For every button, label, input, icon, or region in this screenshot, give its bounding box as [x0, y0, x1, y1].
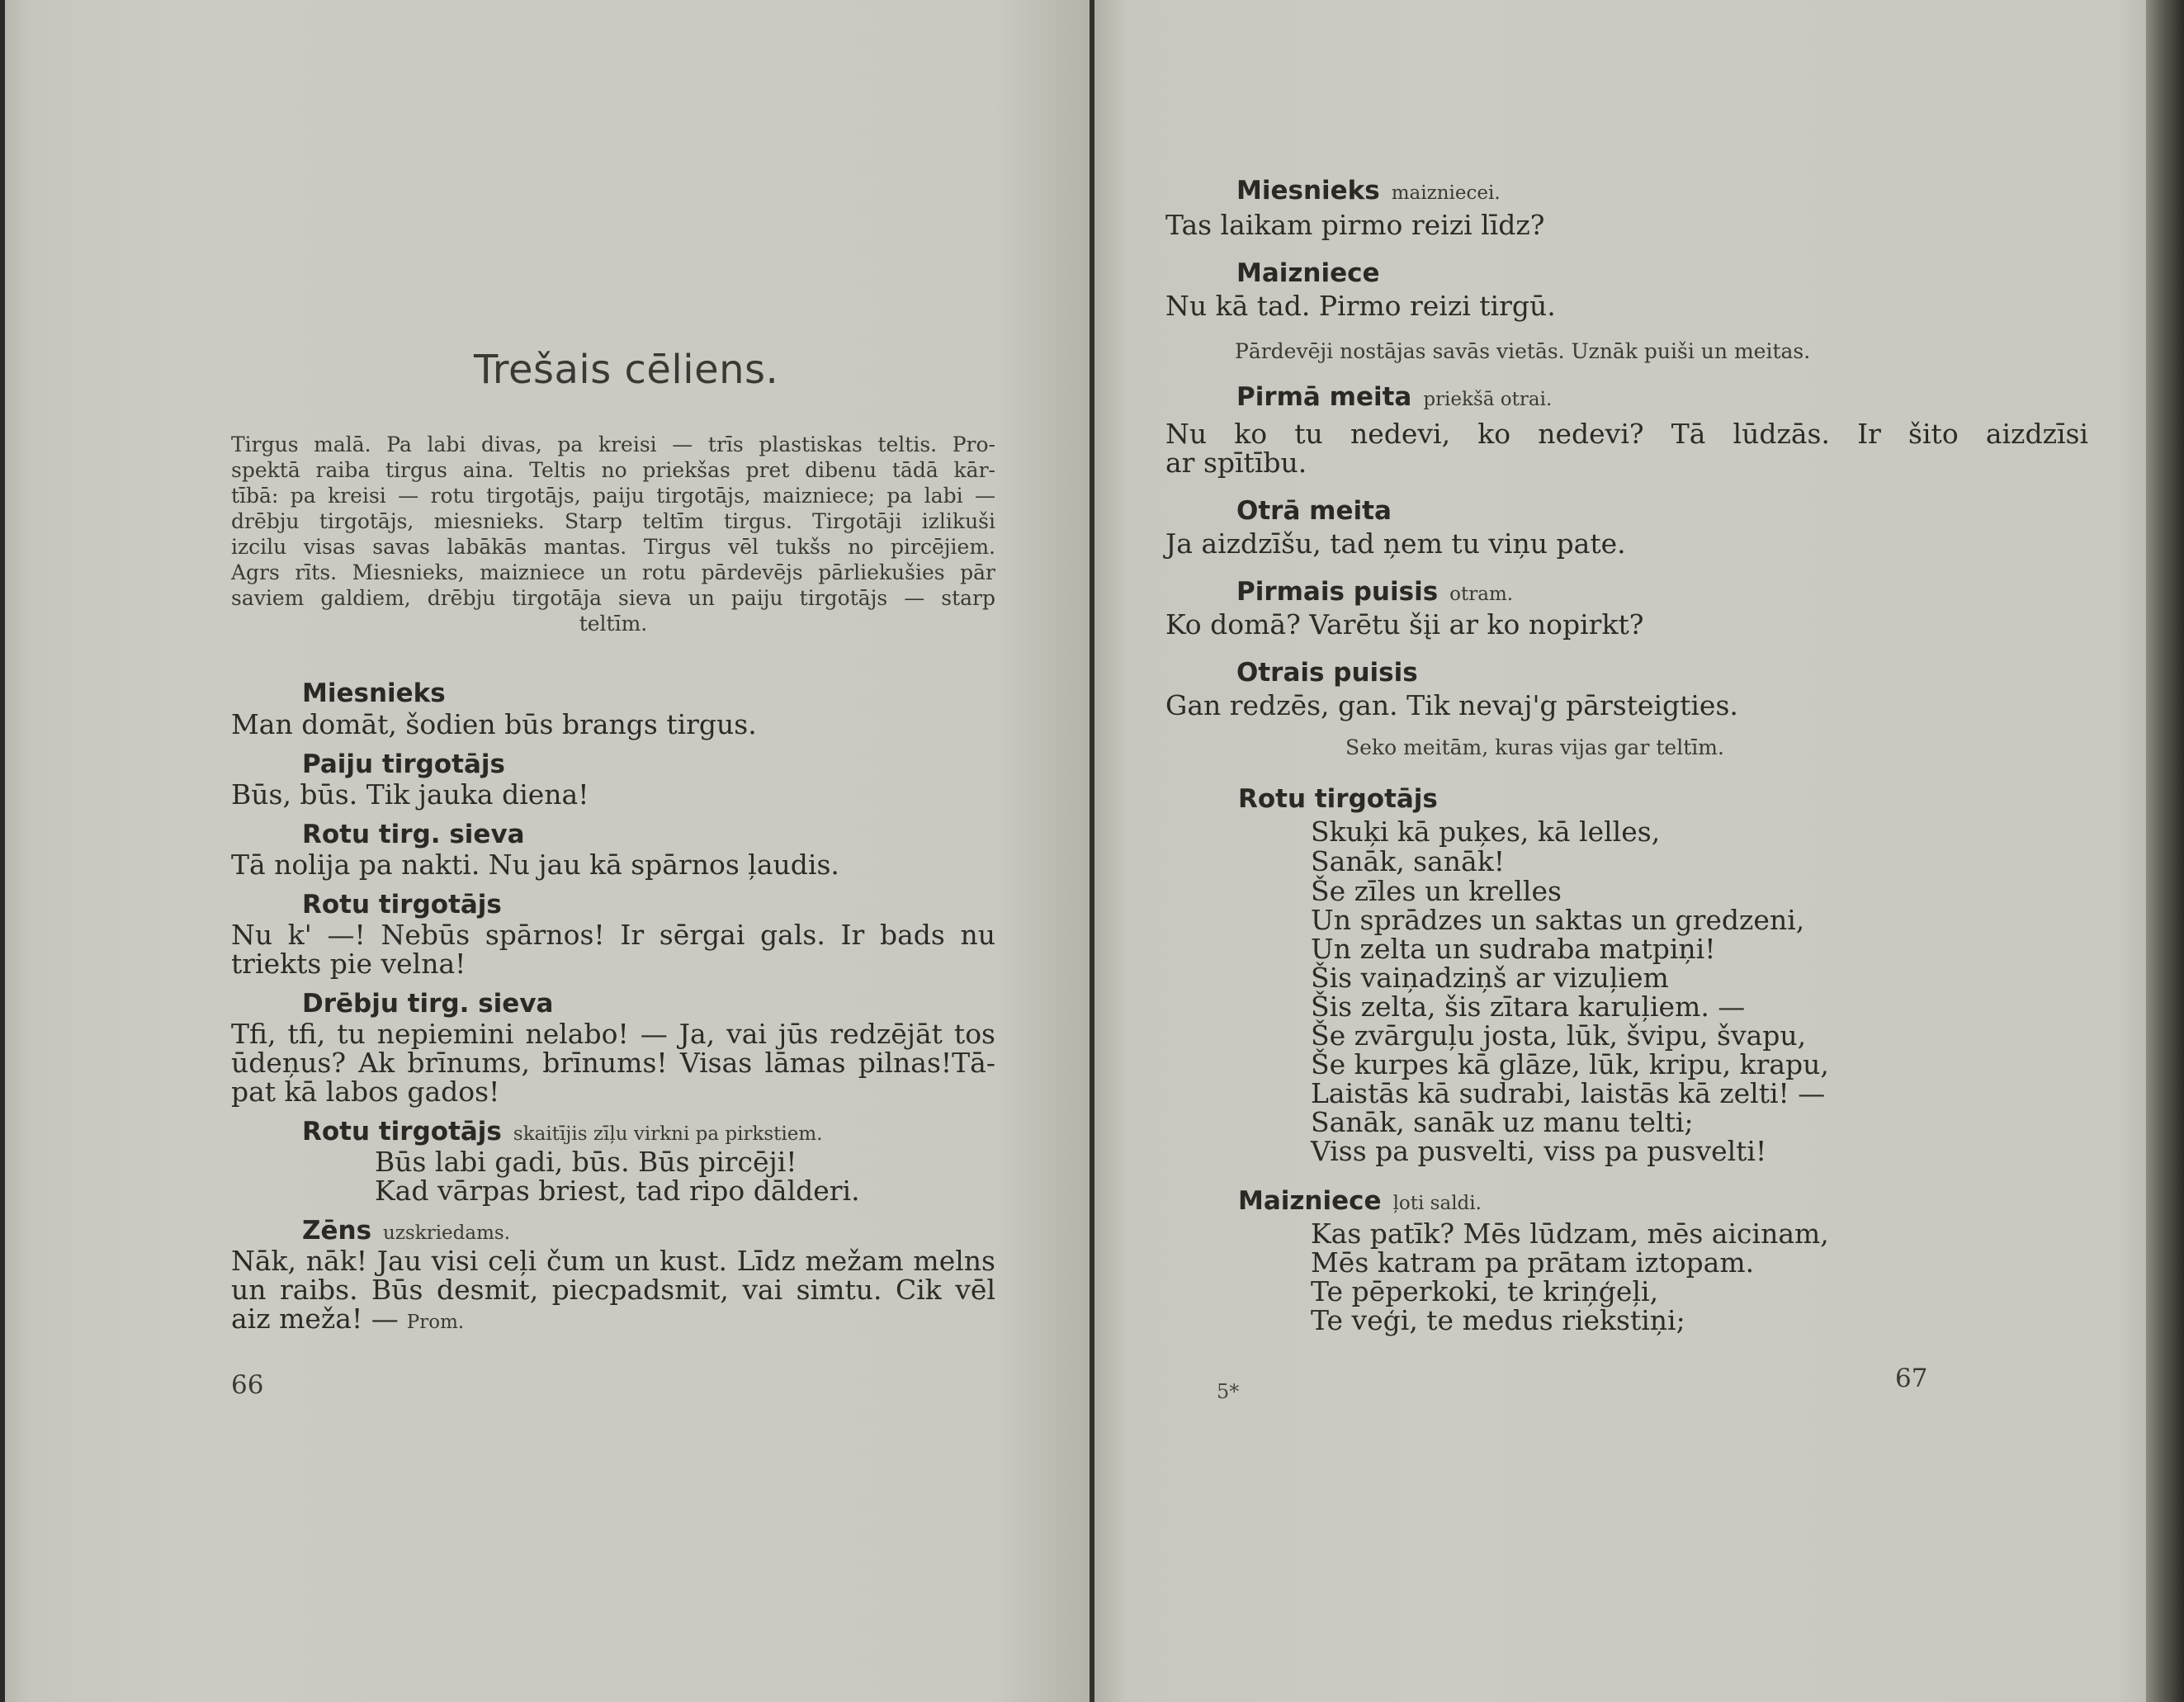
verse-line: Še kurpes kā glāze, lūk, kripu, krapu,: [1311, 1048, 1829, 1080]
page-number: 66: [231, 1370, 264, 1400]
speaker-label: Miesnieks: [1236, 176, 1380, 206]
right-page: [1094, 0, 2169, 1702]
speaker-label: Zēns: [302, 1216, 372, 1246]
verse-line: Še zvārguļu josta, lūk, švipu, švapu,: [1311, 1019, 1807, 1052]
stage-direction-inline: ļoti saldi.: [1392, 1193, 1482, 1214]
speaker-name: Paiju tirgotājs: [302, 749, 505, 779]
stage-direction-inline: otram.: [1449, 584, 1514, 605]
speaker-name: [302, 1117, 823, 1146]
speech-line: un raibs. Būs desmit, piecpadsmit, vai simtu. Cik vēl: [231, 1274, 995, 1306]
stage-direction-inline: uzskriedams.: [383, 1222, 511, 1244]
page-number: 67: [1895, 1364, 1928, 1393]
speech-line: triekts pie velna!: [231, 948, 466, 980]
verse-line: Kas patīk? Mēs lūdzam, mēs aicinam,: [1311, 1217, 1829, 1250]
verse-line: Laistās kā sudrabi, laistās kā zelti! —: [1311, 1077, 1826, 1109]
speech-line: Ja aizdzīšu, tad ņem tu viņu pate.: [1165, 527, 1626, 560]
speech-line: Nu kā tad. Pirmo reizi tirgū.: [1165, 290, 1556, 322]
speaker-name: Maizniece: [1236, 258, 1380, 288]
speech-line: Tā nolija pa nakti. Nu jau kā spārnos ļaudis.: [231, 849, 839, 881]
speech-text: aiz meža! —: [231, 1303, 399, 1335]
verse-line: Viss pa pusvelti, viss pa pusvelti!: [1311, 1135, 1767, 1167]
speech-line: ar spītību.: [1165, 447, 1307, 479]
verse-line: Šis zelta, šis zītara karuļiem. —: [1311, 990, 1746, 1023]
stage-direction-line: teltīm.: [579, 612, 648, 636]
speaker-name: [302, 1216, 510, 1246]
speech-line: pat kā labos gados!: [231, 1076, 500, 1108]
verse-line: Še zīles un krelles: [1311, 875, 1562, 907]
left-page: [5, 0, 1091, 1702]
speech-line: Gan redzēs, gan. Tik nevaj'g pārsteigties.: [1165, 689, 1738, 721]
speech-line: Nāk, nāk! Jau visi ceļi čum un kust. Līdz mežam melns: [231, 1245, 995, 1277]
speaker-name: Otrā meita: [1236, 496, 1392, 526]
verse-line: Te pēperkoki, te kriņģeļi,: [1311, 1275, 1659, 1307]
stage-direction-inline: skaitījis zīļu virkni pa pirkstiem.: [513, 1123, 823, 1145]
speaker-label: Rotu tirgotājs: [302, 1117, 502, 1146]
verse-line: Šis vaiņadziņš ar vizuļiem: [1311, 962, 1669, 994]
speech-line: Būs, būs. Tik jauka diena!: [231, 778, 589, 811]
speaker-name: Rotu tirg. sieva: [302, 820, 525, 849]
speech-line: [231, 1304, 464, 1337]
speaker-name: Rotu tirgotājs: [1238, 784, 1438, 814]
speech-line: ūdeņus? Ak brīnums, brīnums! Visas lāmas pilnas!Tā-: [231, 1047, 995, 1079]
signature-mark: 5*: [1217, 1380, 1240, 1403]
verse-line: Un zelta un sudraba matpiņi!: [1311, 933, 1716, 965]
verse-line: Un sprādzes un saktas un gredzeni,: [1311, 904, 1805, 936]
speaker-label: Maizniece: [1238, 1186, 1382, 1216]
speech-line: Tas laikam pirmo reizi līdz?: [1165, 209, 1545, 241]
stage-direction-line: izcilu visas savas labākās mantas. Tirgus vēl tukšs no pircējiem.: [231, 535, 995, 559]
speech-line: Ko domā? Varētu šįi ar ko nopirkt?: [1165, 608, 1644, 641]
speech-line: Tfi, tfi, tu nepiemini nelabo! — Ja, vai jūs redzējāt tos: [231, 1018, 995, 1050]
speaker-label: Pirmais puisis: [1236, 577, 1439, 607]
speaker-name: [1236, 176, 1501, 206]
speaker-name: [1238, 1186, 1482, 1216]
stage-direction: Seko meitām, kuras vijas gar teltīm.: [1345, 735, 1724, 759]
stage-direction-line: spektā raiba tirgus aina. Teltis no priekšas pret dibenu tādā kār-: [231, 458, 995, 482]
speaker-name: [1236, 577, 1513, 607]
speech-line: Man domāt, šodien būs brangs tirgus.: [231, 708, 757, 740]
speaker-name: Rotu tirgotājs: [302, 890, 502, 920]
verse-line: Sanāk, sanāk!: [1311, 845, 1505, 877]
verse-line: Skuķi kā puķes, kā lelles,: [1311, 816, 1661, 848]
speaker-label: Pirmā meita: [1236, 382, 1412, 412]
book-edge: [2146, 0, 2184, 1702]
stage-direction: Pārdevēji nostājas savās vietās. Uznāk puiši un meitas.: [1235, 339, 1811, 363]
verse-line: Mēs katram pa prātam iztopam.: [1311, 1246, 1755, 1279]
stage-direction-inline: priekšā otrai.: [1423, 389, 1553, 410]
stage-direction-inline: maizniecei.: [1391, 182, 1501, 204]
stage-direction-line: saviem galdiem, drēbju tirgotāja sieva un paiju tirgotājs — starp: [231, 586, 995, 610]
verse-line: Te veģi, te medus riekstiņi;: [1311, 1304, 1685, 1336]
act-title: Trešais cēliens.: [474, 347, 779, 393]
speech-line: Kad vārpas briest, tad ripo dālderi.: [375, 1175, 860, 1207]
speech-line: Būs labi gadi, būs. Būs pircēji!: [375, 1146, 797, 1178]
speaker-name: Miesnieks: [302, 678, 446, 708]
stage-direction-line: drēbju tirgotājs, miesnieks. Starp teltīm tirgus. Tirgotāji izlikuši: [231, 509, 995, 533]
stage-direction-line: Tirgus malā. Pa labi divas, pa kreisi — trīs plastiskas teltis. Pro-: [231, 433, 995, 456]
stage-direction-line: Agrs rīts. Miesnieks, maizniece un rotu pārdevējs pārliekušies pār: [231, 560, 995, 584]
stage-direction-line: tībā: pa kreisi — rotu tirgotājs, paiju tirgotājs, maizniece; pa labi —: [231, 484, 995, 508]
speaker-name: Drēbju tirg. sieva: [302, 989, 554, 1019]
verse-line: Sanāk, sanāk uz manu telti;: [1311, 1106, 1694, 1138]
speech-line: Nu ko tu nedevi, ko nedevi? Tā lūdzās. Ir šito aizdzīsi: [1165, 418, 2088, 450]
speech-line: Nu k' —! Nebūs spārnos! Ir sērgai gals. Ir bads nu: [231, 919, 995, 951]
speaker-name: [1236, 382, 1552, 412]
exit-direction: Prom.: [406, 1312, 465, 1333]
speaker-name: Otrais puisis: [1236, 658, 1418, 688]
